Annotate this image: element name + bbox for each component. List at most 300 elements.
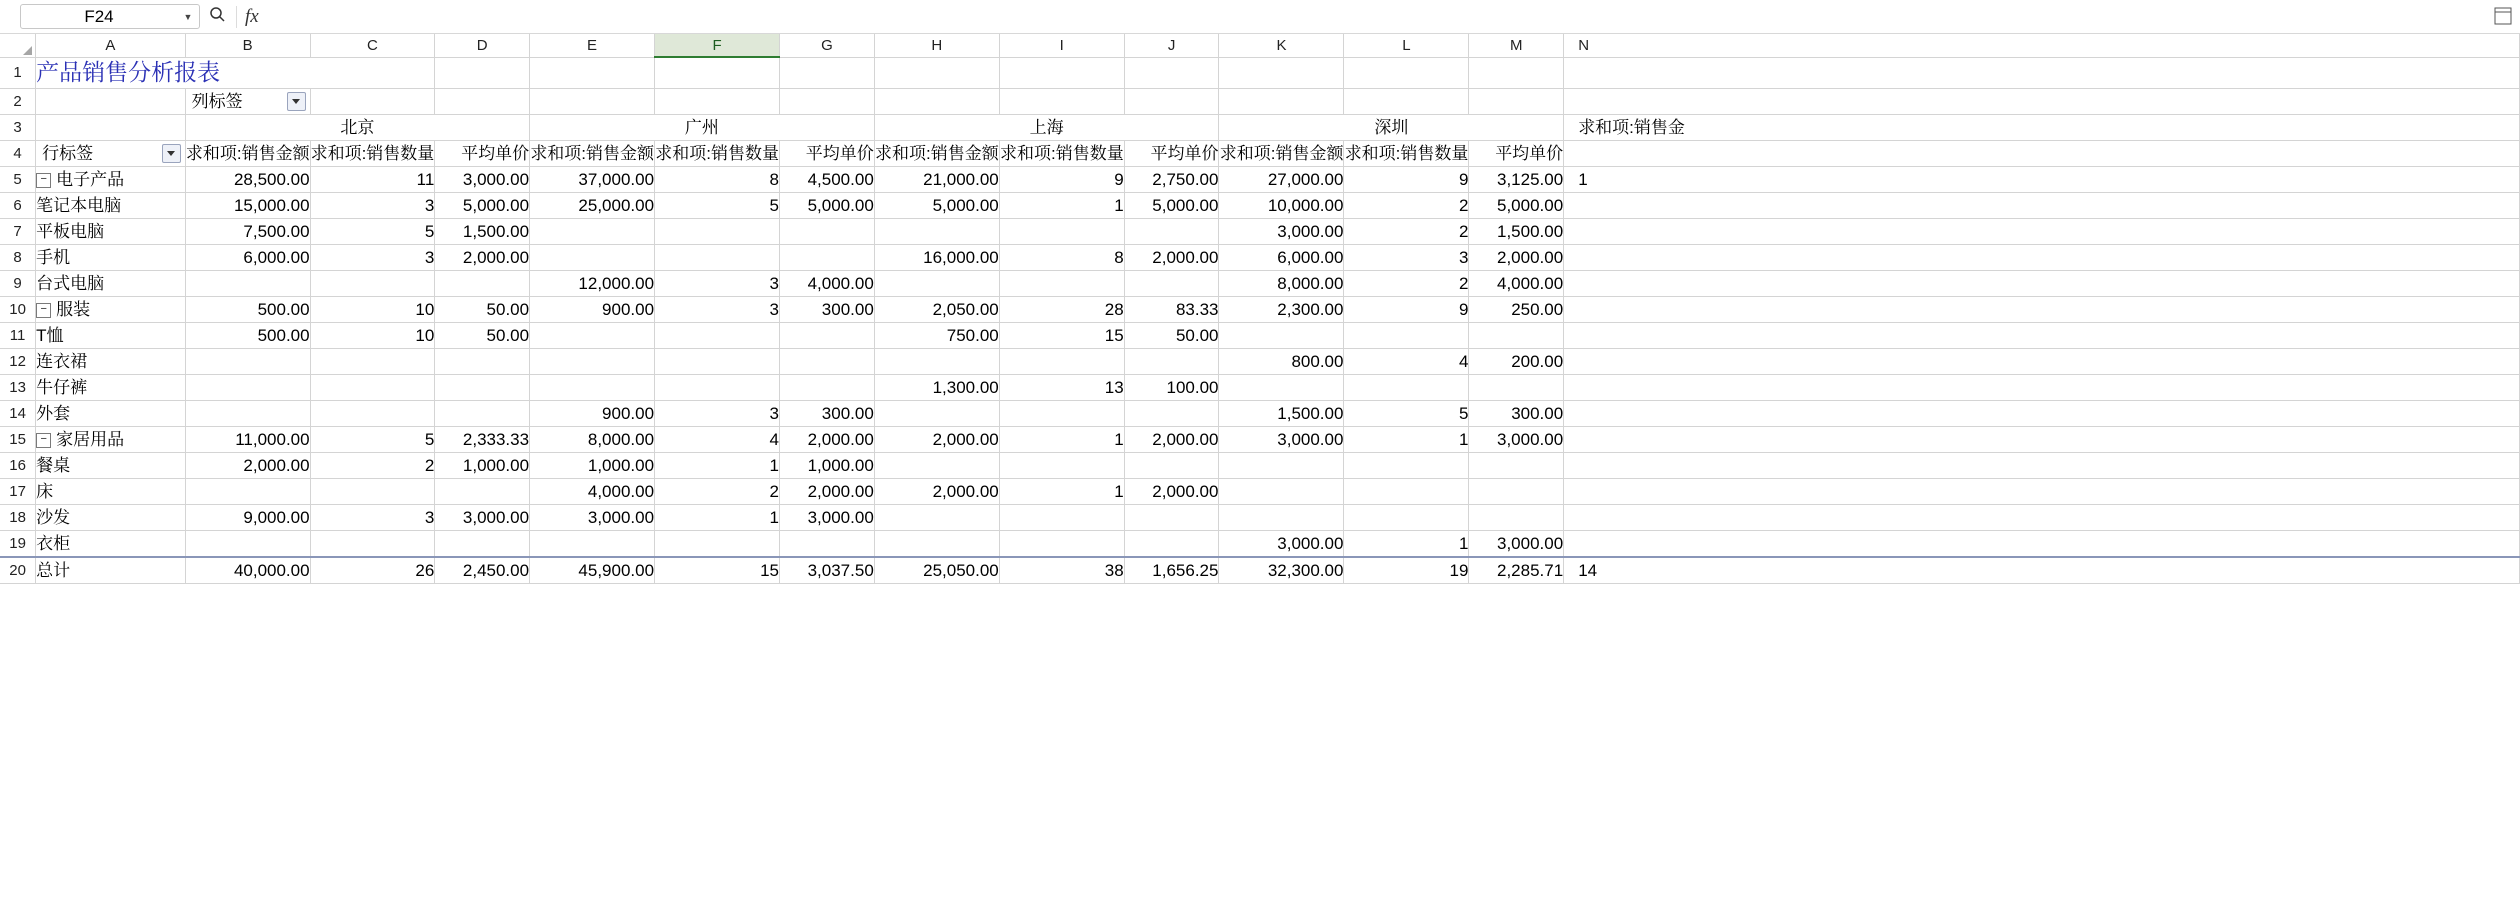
pivot-cell[interactable]: 2,000.00	[780, 478, 875, 504]
column-header-B[interactable]: B	[185, 34, 310, 57]
pivot-cell[interactable]: 1	[1344, 530, 1469, 557]
pivot-cell[interactable]	[1219, 452, 1344, 478]
pivot-cell[interactable]	[1124, 504, 1219, 530]
column-header-G[interactable]: G	[780, 34, 875, 57]
pivot-cell[interactable]: 4,000.00	[1469, 270, 1564, 296]
pivot-cell[interactable]	[435, 478, 530, 504]
row-labels-cell[interactable]	[36, 140, 185, 166]
pivot-cell[interactable]	[435, 374, 530, 400]
pivot-cell[interactable]	[530, 218, 655, 244]
pivot-cell[interactable]: 2,000.00	[874, 478, 999, 504]
pivot-cell[interactable]: 6,000.00	[185, 244, 310, 270]
pivot-cell[interactable]	[1124, 530, 1219, 557]
cell-A3[interactable]	[36, 114, 185, 140]
pivot-cell[interactable]	[655, 530, 780, 557]
column-labels-filter-icon[interactable]	[287, 92, 306, 111]
pivot-cell[interactable]	[530, 530, 655, 557]
column-header-F[interactable]: F	[655, 34, 780, 57]
column-header-L[interactable]: L	[1344, 34, 1469, 57]
pivot-cell[interactable]: 2,000.00	[1124, 426, 1219, 452]
pivot-cell[interactable]: 800.00	[1219, 348, 1344, 374]
pivot-cell[interactable]	[874, 348, 999, 374]
pivot-cell[interactable]: 5	[310, 426, 435, 452]
pivot-cell[interactable]: 50.00	[435, 296, 530, 322]
pivot-cell[interactable]: 100.00	[1124, 374, 1219, 400]
pivot-cell[interactable]	[1344, 504, 1469, 530]
pivot-cell[interactable]: 3,000.00	[1219, 218, 1344, 244]
pivot-cell[interactable]	[874, 218, 999, 244]
grand-total-cell-1[interactable]: 26	[310, 557, 435, 584]
pivot-cell[interactable]: 2,000.00	[1469, 244, 1564, 270]
pivot-cell[interactable]: 500.00	[185, 322, 310, 348]
pivot-cell[interactable]	[780, 348, 875, 374]
pivot-cell[interactable]: 2,333.33	[435, 426, 530, 452]
pivot-cell[interactable]	[185, 348, 310, 374]
pivot-cell[interactable]: 5	[655, 192, 780, 218]
pivot-cell[interactable]	[310, 530, 435, 557]
pivot-cell[interactable]: 2,300.00	[1219, 296, 1344, 322]
cell-A2[interactable]	[36, 88, 185, 114]
pivot-cell[interactable]	[1124, 452, 1219, 478]
pivot-cell[interactable]: 4,500.00	[780, 166, 875, 192]
collapse-expand-icon[interactable]: −	[36, 433, 51, 448]
pivot-cell[interactable]: 6,000.00	[1219, 244, 1344, 270]
pivot-cell[interactable]: 21,000.00	[874, 166, 999, 192]
grand-total-cell-11[interactable]: 2,285.71	[1469, 557, 1564, 584]
pivot-cell[interactable]: 2,750.00	[1124, 166, 1219, 192]
pivot-cell[interactable]: 2	[1344, 218, 1469, 244]
pivot-row-label[interactable]	[36, 296, 185, 322]
pivot-cell[interactable]: 28,500.00	[185, 166, 310, 192]
pivot-cell[interactable]	[1344, 478, 1469, 504]
pivot-cell[interactable]: 50.00	[435, 322, 530, 348]
pivot-cell[interactable]: 50.00	[1124, 322, 1219, 348]
row-header-16[interactable]: 16	[0, 452, 36, 478]
pivot-cell[interactable]	[1564, 348, 2520, 374]
pivot-cell[interactable]: 3,000.00	[1219, 426, 1344, 452]
cell-M1[interactable]	[1469, 57, 1564, 88]
pivot-cell[interactable]: 8	[999, 244, 1124, 270]
pivot-row-label[interactable]: 沙发	[36, 504, 185, 530]
pivot-cell[interactable]: 3,000.00	[1469, 530, 1564, 557]
pivot-cell[interactable]: 3	[1344, 244, 1469, 270]
cell-K2[interactable]	[1219, 88, 1344, 114]
grand-total-cell-9[interactable]: 32,300.00	[1219, 557, 1344, 584]
pivot-cell[interactable]: 2,000.00	[435, 244, 530, 270]
pivot-cell[interactable]	[185, 530, 310, 557]
pivot-cell[interactable]	[1124, 348, 1219, 374]
pivot-cell[interactable]: 4,000.00	[530, 478, 655, 504]
column-header-I[interactable]: I	[999, 34, 1124, 57]
pivot-cell[interactable]: 4	[655, 426, 780, 452]
cell-K1[interactable]	[1219, 57, 1344, 88]
pivot-row-label[interactable]: 餐桌	[36, 452, 185, 478]
cell-E1[interactable]	[530, 57, 655, 88]
pivot-cell[interactable]: 10	[310, 322, 435, 348]
pivot-cell[interactable]	[1124, 270, 1219, 296]
pivot-cell[interactable]	[1564, 452, 2520, 478]
pivot-cell[interactable]: 9	[999, 166, 1124, 192]
pivot-row-label[interactable]: 床	[36, 478, 185, 504]
pivot-cell[interactable]: 2,000.00	[185, 452, 310, 478]
pivot-cell[interactable]: 2	[1344, 192, 1469, 218]
expand-formula-bar-icon[interactable]	[2490, 3, 2516, 29]
pivot-cell[interactable]	[310, 348, 435, 374]
row-header-6[interactable]: 6	[0, 192, 36, 218]
pivot-cell[interactable]	[874, 452, 999, 478]
pivot-cell[interactable]: 15	[999, 322, 1124, 348]
pivot-cell[interactable]	[999, 504, 1124, 530]
pivot-cell[interactable]: 300.00	[780, 296, 875, 322]
row-header-9[interactable]: 9	[0, 270, 36, 296]
pivot-cell[interactable]	[435, 348, 530, 374]
pivot-cell[interactable]	[185, 400, 310, 426]
pivot-row-label[interactable]	[36, 426, 185, 452]
pivot-cell[interactable]: 4	[1344, 348, 1469, 374]
pivot-cell[interactable]	[1564, 296, 2520, 322]
pivot-cell[interactable]: 3,000.00	[435, 504, 530, 530]
row-header-18[interactable]: 18	[0, 504, 36, 530]
pivot-cell[interactable]	[874, 530, 999, 557]
pivot-cell[interactable]: 37,000.00	[530, 166, 655, 192]
pivot-cell[interactable]: 300.00	[1469, 400, 1564, 426]
grand-total-cell-2[interactable]: 2,450.00	[435, 557, 530, 584]
pivot-cell[interactable]	[780, 374, 875, 400]
cell-I2[interactable]	[999, 88, 1124, 114]
row-header-15[interactable]: 15	[0, 426, 36, 452]
region-header-shenzhen: 深圳	[1219, 114, 1564, 140]
cell-C2[interactable]	[310, 88, 435, 114]
pivot-cell[interactable]: 83.33	[1124, 296, 1219, 322]
pivot-cell[interactable]: 200.00	[1469, 348, 1564, 374]
column-header-N[interactable]: N	[1564, 34, 2520, 57]
pivot-cell[interactable]: 1	[999, 192, 1124, 218]
pivot-cell[interactable]	[310, 400, 435, 426]
pivot-cell[interactable]	[310, 478, 435, 504]
column-labels-cell[interactable]	[185, 88, 310, 114]
cell-N4[interactable]	[1564, 140, 2520, 166]
pivot-cell[interactable]	[1469, 452, 1564, 478]
row-header-1[interactable]: 1	[0, 57, 36, 88]
grand-total-cell-12[interactable]: 14	[1564, 557, 2520, 584]
pivot-cell[interactable]	[1564, 244, 2520, 270]
pivot-cell[interactable]	[780, 322, 875, 348]
row-header-12[interactable]: 12	[0, 348, 36, 374]
cell-N2[interactable]	[1564, 88, 2520, 114]
pivot-row-label[interactable]	[36, 166, 185, 192]
pivot-cell[interactable]: 3	[655, 296, 780, 322]
pivot-cell[interactable]	[1564, 478, 2520, 504]
pivot-cell[interactable]	[435, 530, 530, 557]
pivot-cell[interactable]	[185, 270, 310, 296]
pivot-cell[interactable]: 1,500.00	[1469, 218, 1564, 244]
pivot-cell[interactable]: 3,000.00	[1219, 530, 1344, 557]
column-header-K[interactable]: K	[1219, 34, 1344, 57]
pivot-cell[interactable]	[999, 400, 1124, 426]
pivot-cell[interactable]: 3	[310, 244, 435, 270]
cell-D1[interactable]	[435, 57, 530, 88]
pivot-cell[interactable]	[530, 244, 655, 270]
cell-M2[interactable]	[1469, 88, 1564, 114]
pivot-cell[interactable]: 9	[1344, 166, 1469, 192]
pivot-cell[interactable]	[530, 322, 655, 348]
pivot-row-label[interactable]: 牛仔裤	[36, 374, 185, 400]
pivot-cell[interactable]	[1344, 322, 1469, 348]
pivot-cell[interactable]: 500.00	[185, 296, 310, 322]
pivot-cell[interactable]: 1	[1344, 426, 1469, 452]
pivot-cell[interactable]: 8,000.00	[530, 426, 655, 452]
pivot-cell[interactable]: 10	[310, 296, 435, 322]
pivot-cell[interactable]: 5,000.00	[1124, 192, 1219, 218]
pivot-cell[interactable]	[1564, 504, 2520, 530]
pivot-cell[interactable]	[435, 270, 530, 296]
pivot-cell[interactable]: 2,000.00	[780, 426, 875, 452]
cell-E2[interactable]	[530, 88, 655, 114]
pivot-cell[interactable]: 28	[999, 296, 1124, 322]
cell-N1[interactable]	[1564, 57, 2520, 88]
pivot-cell[interactable]	[1124, 400, 1219, 426]
pivot-cell[interactable]: 5,000.00	[780, 192, 875, 218]
pivot-cell[interactable]	[185, 478, 310, 504]
chevron-down-icon[interactable]: ▼	[183, 11, 193, 22]
pivot-cell[interactable]	[1469, 478, 1564, 504]
pivot-cell[interactable]: 1,500.00	[1219, 400, 1344, 426]
pivot-cell[interactable]	[185, 374, 310, 400]
pivot-cell[interactable]: 9	[1344, 296, 1469, 322]
grand-total-cell-5[interactable]: 3,037.50	[780, 557, 875, 584]
pivot-row-label[interactable]: 衣柜	[36, 530, 185, 557]
row-header-2[interactable]: 2	[0, 88, 36, 114]
pivot-cell[interactable]	[655, 244, 780, 270]
measure-header-10: 求和项:销售数量	[1344, 140, 1469, 166]
spreadsheet-grid[interactable]	[0, 34, 2520, 898]
pivot-cell[interactable]	[655, 218, 780, 244]
pivot-cell[interactable]: 1,000.00	[435, 452, 530, 478]
row-header-17[interactable]: 17	[0, 478, 36, 504]
pivot-cell[interactable]	[310, 374, 435, 400]
pivot-cell[interactable]	[1564, 374, 2520, 400]
pivot-cell[interactable]: 15,000.00	[185, 192, 310, 218]
function-icon[interactable]: fx	[245, 5, 259, 27]
pivot-cell[interactable]: 1,300.00	[874, 374, 999, 400]
row-labels-filter-icon[interactable]	[162, 144, 181, 163]
pivot-cell[interactable]	[1469, 322, 1564, 348]
pivot-row-label[interactable]: 笔记本电脑	[36, 192, 185, 218]
grand-total-cell-6[interactable]: 25,050.00	[874, 557, 999, 584]
row-header-3[interactable]: 3	[0, 114, 36, 140]
column-header-D[interactable]: D	[435, 34, 530, 57]
pivot-cell[interactable]: 3	[655, 270, 780, 296]
pivot-cell[interactable]	[1564, 322, 2520, 348]
pivot-cell[interactable]	[530, 374, 655, 400]
grand-total-cell-4[interactable]: 15	[655, 557, 780, 584]
row-header-19[interactable]: 19	[0, 530, 36, 557]
pivot-row-label[interactable]: T恤	[36, 322, 185, 348]
pivot-cell[interactable]	[655, 348, 780, 374]
pivot-cell[interactable]: 2,000.00	[1124, 244, 1219, 270]
pivot-cell[interactable]	[1219, 504, 1344, 530]
pivot-cell[interactable]	[310, 270, 435, 296]
pivot-cell[interactable]: 16,000.00	[874, 244, 999, 270]
pivot-cell[interactable]	[1564, 192, 2520, 218]
row-header-13[interactable]: 13	[0, 374, 36, 400]
pivot-cell[interactable]: 2,000.00	[874, 426, 999, 452]
cell-L1[interactable]	[1344, 57, 1469, 88]
pivot-cell[interactable]	[999, 452, 1124, 478]
pivot-cell[interactable]: 27,000.00	[1219, 166, 1344, 192]
pivot-cell[interactable]	[999, 348, 1124, 374]
pivot-cell[interactable]: 2	[310, 452, 435, 478]
grand-total-cell-0[interactable]: 40,000.00	[185, 557, 310, 584]
row-header-4[interactable]: 4	[0, 140, 36, 166]
grand-total-cell-10[interactable]: 19	[1344, 557, 1469, 584]
pivot-cell[interactable]: 5,000.00	[874, 192, 999, 218]
column-header-M[interactable]: M	[1469, 34, 1564, 57]
column-header-C[interactable]: C	[310, 34, 435, 57]
cell-H1[interactable]	[874, 57, 999, 88]
pivot-cell[interactable]: 300.00	[780, 400, 875, 426]
collapse-expand-icon[interactable]: −	[36, 303, 51, 318]
pivot-cell[interactable]	[655, 374, 780, 400]
column-header-H[interactable]: H	[874, 34, 999, 57]
pivot-cell[interactable]: 12,000.00	[530, 270, 655, 296]
pivot-row-label[interactable]: 平板电脑	[36, 218, 185, 244]
pivot-cell[interactable]: 3,000.00	[530, 504, 655, 530]
pivot-cell[interactable]: 11	[310, 166, 435, 192]
pivot-cell[interactable]: 2	[1344, 270, 1469, 296]
pivot-cell[interactable]: 13	[999, 374, 1124, 400]
search-icon[interactable]	[200, 6, 234, 28]
pivot-cell[interactable]	[435, 400, 530, 426]
cell-J1[interactable]	[1124, 57, 1219, 88]
column-header-E[interactable]: E	[530, 34, 655, 57]
column-header-A[interactable]: A	[36, 34, 185, 57]
pivot-cell[interactable]	[1219, 322, 1344, 348]
pivot-cell[interactable]	[874, 270, 999, 296]
pivot-cell[interactable]: 3	[655, 400, 780, 426]
pivot-cell[interactable]	[999, 530, 1124, 557]
cell-F2[interactable]	[655, 88, 780, 114]
pivot-cell[interactable]: 5	[310, 218, 435, 244]
pivot-cell[interactable]: 8	[655, 166, 780, 192]
row-header-8[interactable]: 8	[0, 244, 36, 270]
pivot-cell[interactable]: 5,000.00	[435, 192, 530, 218]
pivot-cell[interactable]: 2	[655, 478, 780, 504]
pivot-cell[interactable]	[1124, 218, 1219, 244]
cell-J2[interactable]	[1124, 88, 1219, 114]
pivot-cell[interactable]: 3,125.00	[1469, 166, 1564, 192]
pivot-cell[interactable]: 2,050.00	[874, 296, 999, 322]
grand-total-cell-8[interactable]: 1,656.25	[1124, 557, 1219, 584]
pivot-cell[interactable]: 1	[999, 478, 1124, 504]
cell-L2[interactable]	[1344, 88, 1469, 114]
pivot-cell[interactable]: 5	[1344, 400, 1469, 426]
pivot-cell[interactable]: 8,000.00	[1219, 270, 1344, 296]
cell-G2[interactable]	[780, 88, 875, 114]
pivot-cell[interactable]: 250.00	[1469, 296, 1564, 322]
pivot-cell[interactable]	[1564, 426, 2520, 452]
pivot-cell[interactable]: 5,000.00	[1469, 192, 1564, 218]
pivot-cell[interactable]: 10,000.00	[1219, 192, 1344, 218]
pivot-cell[interactable]	[1219, 374, 1344, 400]
pivot-cell[interactable]	[780, 244, 875, 270]
pivot-cell[interactable]	[1344, 374, 1469, 400]
pivot-cell[interactable]: 3,000.00	[780, 504, 875, 530]
pivot-cell[interactable]: 3	[310, 192, 435, 218]
pivot-cell[interactable]: 1,500.00	[435, 218, 530, 244]
pivot-cell[interactable]: 3,000.00	[1469, 426, 1564, 452]
pivot-cell[interactable]	[1564, 530, 2520, 557]
pivot-cell[interactable]: 7,500.00	[185, 218, 310, 244]
cell-H2[interactable]	[874, 88, 999, 114]
pivot-cell[interactable]: 1,000.00	[780, 452, 875, 478]
pivot-cell[interactable]: 1	[1564, 166, 2520, 192]
pivot-row-label[interactable]: 手机	[36, 244, 185, 270]
row-header-20[interactable]: 20	[0, 557, 36, 584]
pivot-cell[interactable]: 1	[655, 452, 780, 478]
name-box[interactable]	[20, 4, 200, 29]
pivot-cell[interactable]	[1564, 218, 2520, 244]
pivot-cell[interactable]: 900.00	[530, 296, 655, 322]
pivot-cell[interactable]	[1469, 504, 1564, 530]
pivot-cell[interactable]	[1564, 270, 2520, 296]
pivot-cell[interactable]: 1,000.00	[530, 452, 655, 478]
pivot-cell[interactable]	[999, 218, 1124, 244]
pivot-row-label[interactable]: 台式电脑	[36, 270, 185, 296]
pivot-cell[interactable]	[780, 530, 875, 557]
formula-input[interactable]	[265, 3, 2520, 30]
pivot-cell[interactable]: 3	[310, 504, 435, 530]
row-header-5[interactable]: 5	[0, 166, 36, 192]
pivot-cell[interactable]	[874, 504, 999, 530]
pivot-cell[interactable]	[1219, 478, 1344, 504]
pivot-row-label[interactable]: 连衣裙	[36, 348, 185, 374]
pivot-cell[interactable]: 750.00	[874, 322, 999, 348]
pivot-cell[interactable]	[1344, 452, 1469, 478]
pivot-cell[interactable]	[999, 270, 1124, 296]
row-header-14[interactable]: 14	[0, 400, 36, 426]
pivot-cell[interactable]: 1	[655, 504, 780, 530]
row-header-11[interactable]: 11	[0, 322, 36, 348]
pivot-cell[interactable]: 1	[999, 426, 1124, 452]
pivot-row-label[interactable]: 外套	[36, 400, 185, 426]
row-header-7[interactable]: 7	[0, 218, 36, 244]
pivot-cell[interactable]: 11,000.00	[185, 426, 310, 452]
cell-I1[interactable]	[999, 57, 1124, 88]
pivot-cell[interactable]	[655, 322, 780, 348]
pivot-cell[interactable]: 9,000.00	[185, 504, 310, 530]
pivot-cell[interactable]: 25,000.00	[530, 192, 655, 218]
cell-D2[interactable]	[435, 88, 530, 114]
pivot-cell[interactable]	[530, 348, 655, 374]
select-all-corner[interactable]	[0, 34, 36, 57]
pivot-cell[interactable]	[874, 400, 999, 426]
pivot-cell[interactable]: 900.00	[530, 400, 655, 426]
collapse-expand-icon[interactable]: −	[36, 173, 51, 188]
row-header-10[interactable]: 10	[0, 296, 36, 322]
pivot-cell[interactable]	[780, 218, 875, 244]
pivot-cell[interactable]: 2,000.00	[1124, 478, 1219, 504]
pivot-cell[interactable]	[1469, 374, 1564, 400]
pivot-cell[interactable]	[1564, 400, 2520, 426]
pivot-cell[interactable]: 3,000.00	[435, 166, 530, 192]
grand-total-cell-3[interactable]: 45,900.00	[530, 557, 655, 584]
column-header-J[interactable]: J	[1124, 34, 1219, 57]
grand-total-cell-7[interactable]: 38	[999, 557, 1124, 584]
cell-F1[interactable]	[655, 57, 780, 88]
pivot-cell[interactable]: 4,000.00	[780, 270, 875, 296]
cell-G1[interactable]	[780, 57, 875, 88]
